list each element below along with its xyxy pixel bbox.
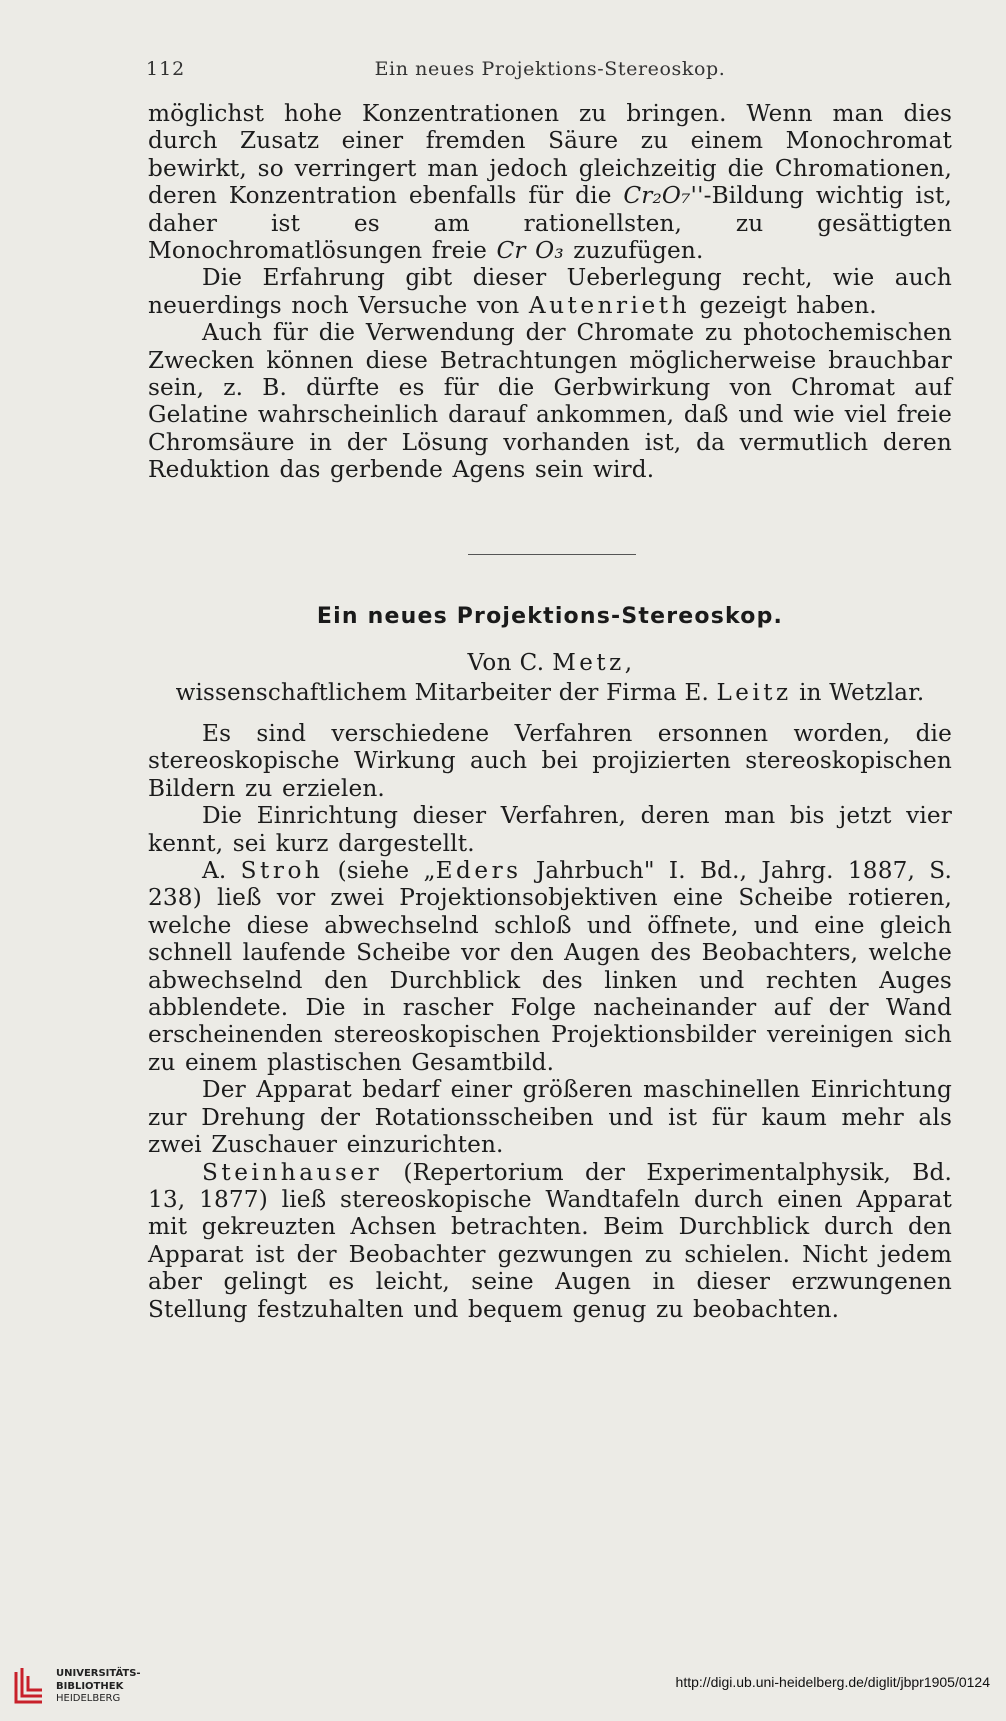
text-run: zuzufügen. xyxy=(563,237,704,265)
library-name-line: UNIVERSITÄTS- xyxy=(56,1668,141,1679)
library-name-line: BIBLIOTHEK xyxy=(56,1680,124,1692)
chemical-formula: Cr O₃ xyxy=(496,237,564,265)
author-name: Metz xyxy=(552,650,625,676)
library-name xyxy=(56,1668,141,1706)
paragraph: Der Apparat bedarf einer größeren maschinellen Einrichtung zur Drehung der Rotationsscheiben und ist für kaum mehr als zwei Zuschauer einzurichten. xyxy=(148,1076,952,1159)
library-logo[interactable] xyxy=(12,1664,152,1710)
text-run: (Repertorium der Experimentalphysik, Bd. 13, 1877) ließ stereoskopische Wandtafeln durch einen Apparat mit gekreuzten Achsen betrachten. Beim Durchblick durch den Apparat ist der Beobachter gezwungen zu schielen. Nicht jedem aber gelingt es leicht, seine Augen in dieser erzwungenen Stellung festzuhalten und bequem genug zu beobachten. xyxy=(148,1158,952,1323)
text-run: gezeigt haben. xyxy=(690,291,877,319)
author-name: Steinhauser xyxy=(202,1158,383,1186)
paragraph: Es sind verschiedene Verfahren ersonnen worden, die stereoskopische Wirkung auch bei projizierten stereoskopischen Bildern zu erzielen. xyxy=(148,720,952,802)
article-body xyxy=(148,720,952,1323)
author-name: Stroh xyxy=(240,857,324,885)
preceding-article-text xyxy=(148,100,952,484)
chemical-formula: Cr₂O₇ xyxy=(623,182,691,210)
paragraph xyxy=(148,100,952,264)
paragraph: Die Einrichtung dieser Verfahren, deren man bis jetzt vier kennt, sei kurz dargestellt. xyxy=(148,802,952,857)
page-number: 112 xyxy=(146,58,186,80)
text-run: Die Erfahrung gibt dieser Ueberlegung recht, wie auch neuerdings noch Versuche von xyxy=(148,264,952,319)
author-name: Autenrieth xyxy=(528,291,691,319)
article-title: Ein neues Projektions-Stereoskop. xyxy=(316,604,784,629)
library-name-line: HEIDELBERG xyxy=(56,1693,121,1704)
text-run: in Wetzlar. xyxy=(791,680,925,706)
byline xyxy=(148,650,952,676)
paragraph xyxy=(148,1159,952,1323)
running-header xyxy=(146,58,954,86)
university-library-logo-icon xyxy=(12,1666,46,1706)
source-url-link[interactable]: http://digi.ub.uni-heidelberg.de/diglit/jbpr1905/0124 xyxy=(675,1674,990,1690)
text-run: (siehe „ xyxy=(323,857,436,885)
paragraph: Auch für die Verwendung der Chromate zu photochemischen Zwecken können diese Betrachtungen möglicherweise brauchbar sein, z. B. dürfte es für die Gerbwirkung von Chromat auf Gelatine wahrscheinlich darauf ankommen, daß und wie viel freie Chromsäure in der Lösung vorhanden ist, da vermutlich deren Reduktion das gerbende Agens sein wird. xyxy=(148,319,952,484)
section-divider xyxy=(468,554,636,555)
paragraph xyxy=(148,264,952,319)
text-run: möglichst hohe Konzentrationen zu bringen. Wenn man dies durch Zusatz einer fremden Säure zu einem Monochromat bewirkt, so verringert man jedoch gleichzeitig die Chromationen, deren Konzentration ebenfalls für die xyxy=(148,100,952,210)
text-run: wissenschaftlichem Mitarbeiter der Firma E. xyxy=(175,680,717,706)
running-title: Ein neues Projektions-Stereoskop. xyxy=(374,58,726,80)
text-run: Von C. xyxy=(467,650,553,676)
company-name: Leitz xyxy=(716,680,792,706)
text-run: Jahrbuch" I. Bd., Jahrg. 1887, S. 238) ließ vor zwei Projektionsobjektiven eine Scheibe rotieren, welche diese abwechselnd schloß und öffnete, und eine gleich schnell laufende Scheibe vor den Augen des Beobachters, welche abwechselnd den Durchblick des linken und rechten Auges abblendete. Die in rascher Folge nacheinander auf der Wand erscheinenden stereoskopischen Projektionsbilder vereinigen sich zu einem plastischen Gesamtbild. xyxy=(148,857,952,1076)
text-run: ''-Bildung wichtig ist, daher ist es am rationellsten, zu gesättigten Monochromatlösungen freie xyxy=(148,182,953,265)
text-run: A. xyxy=(202,857,241,885)
paragraph xyxy=(148,857,952,1076)
text-run: , xyxy=(624,650,633,676)
reference-name: Eders xyxy=(435,857,522,885)
author-affiliation xyxy=(148,680,952,706)
